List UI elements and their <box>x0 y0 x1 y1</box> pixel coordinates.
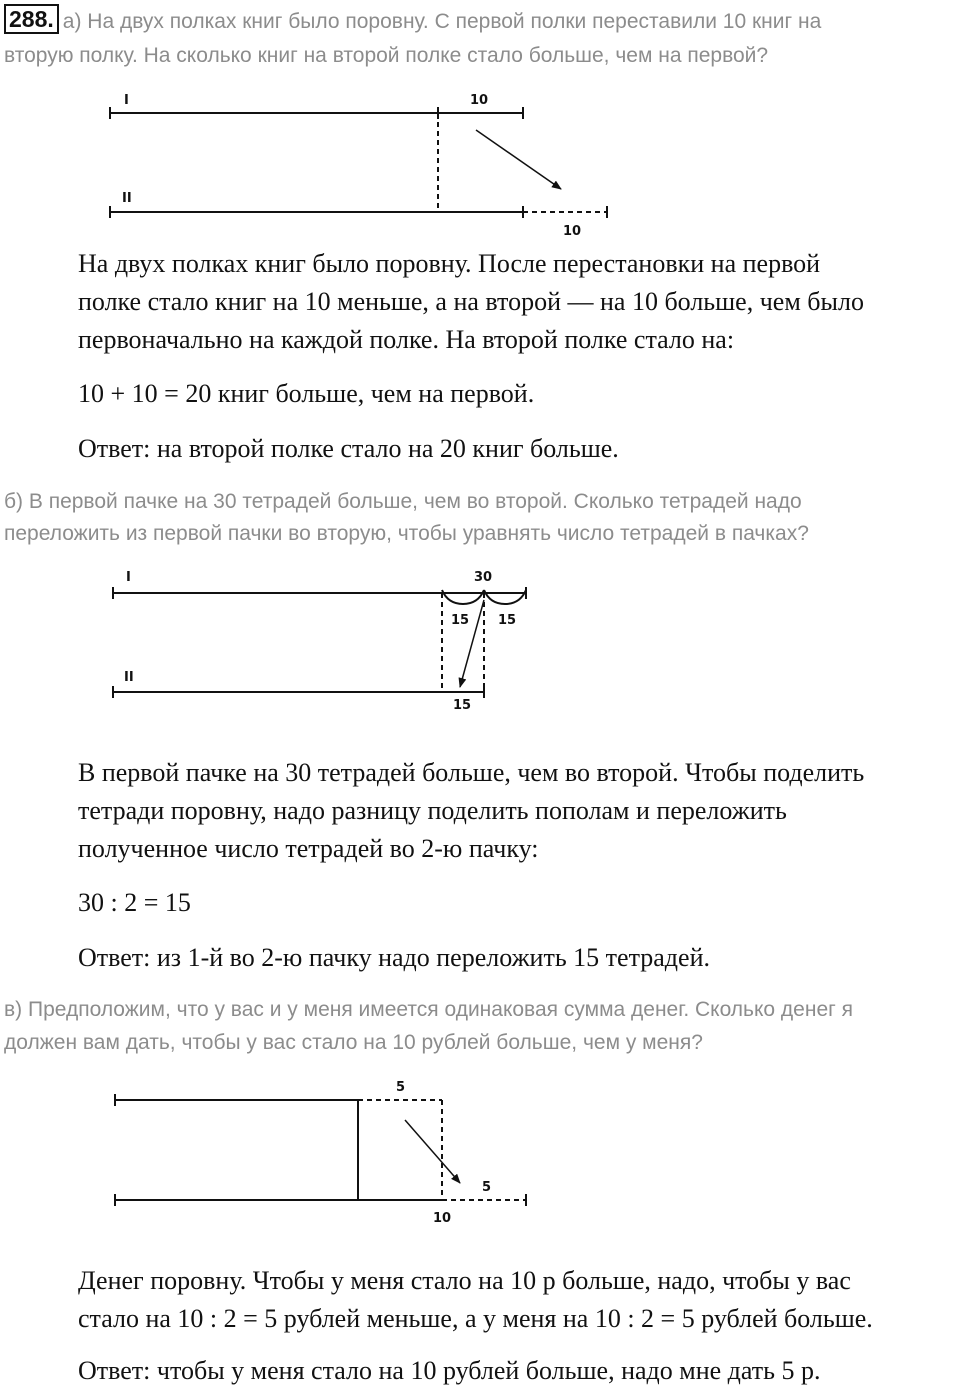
answer-b: Ответ: из 1-й во 2-ю пачку надо переложить 15 тетрадей. <box>78 943 710 972</box>
solution-a-line-1: На двух полках книг было поровну. После перестановки на первой <box>78 249 821 278</box>
solution-b-line-3: полученное число тетрадей во 2-ю пачку: <box>78 834 539 863</box>
task-c-line-1: в) Предположим, что у вас и у меня имеется одинаковая сумма денег. Сколько денег я <box>4 998 854 1021</box>
solution-b-equation: 30 : 2 = 15 <box>78 888 191 917</box>
diagram-a-arrow <box>476 130 561 189</box>
diagram-b-label-half-right: 15 <box>498 613 517 628</box>
problem-number: 288. <box>4 4 59 34</box>
task-a-line-1-text: а) На двух полках книг было поровну. С первой полки переставили 10 книг на <box>62 10 822 33</box>
diagram-c <box>0 1070 960 1230</box>
task-b-line-1: б) В первой пачке на 30 тетрадей больше, чем во второй. Сколько тетрадей надо <box>4 490 802 513</box>
solution-b-line-1: В первой пачке на 30 тетрадей больше, чем во второй. Чтобы поделить <box>78 758 865 787</box>
diagram-b-label-half-left: 15 <box>451 613 470 628</box>
solution-a-equation: 10 + 10 = 20 книг больше, чем на первой. <box>78 379 535 408</box>
diagram-b-label-row1: I <box>126 570 131 585</box>
solution-c-line-2: стало на 10 : 2 = 5 рублей меньше, а у меня на 10 : 2 = 5 рублей больше. <box>78 1304 873 1333</box>
answer-c: Ответ: чтобы у меня стало на 10 рублей больше, надо мне дать 5 р. <box>78 1356 821 1385</box>
solution-c-line-1: Денег поровну. Чтобы у меня стало на 10 р больше, надо, чтобы у вас <box>78 1266 851 1295</box>
solution-a-line-2: полке стало книг на 10 меньше, а на второй — на 10 больше, чем было <box>78 287 864 316</box>
diagram-c-label-right: 5 <box>482 1180 492 1195</box>
diagram-b-label-bottom: 15 <box>453 698 472 713</box>
solution-a-line-3: первоначально на каждой полке. На второй полке стало на: <box>78 325 735 354</box>
diagram-b-label-row2: II <box>124 670 134 685</box>
diagram-a-label-row1: I <box>124 93 129 108</box>
diagram-a <box>0 80 960 240</box>
diagram-b-label-top: 30 <box>474 570 493 585</box>
task-b-line-2: переложить из первой пачки во вторую, чтобы уравнять число тетрадей в пачках? <box>4 522 809 545</box>
diagram-c-arrow <box>405 1120 460 1183</box>
diagram-a-label-bottom: 10 <box>563 224 582 239</box>
answer-a: Ответ: на второй полке стало на 20 книг больше. <box>78 434 619 463</box>
diagram-a-label-row2: II <box>122 191 132 206</box>
diagram-a-label-top: 10 <box>470 93 489 108</box>
task-a-line-2: вторую полку. На сколько книг на второй полке стало больше, чем на первой? <box>4 44 769 67</box>
solution-b-line-2: тетради поровну, надо разницу поделить пополам и переложить <box>78 796 787 825</box>
diagram-c-label-top: 5 <box>396 1080 406 1095</box>
task-a-line-1 <box>4 4 821 38</box>
diagram-c-label-bottom: 10 <box>433 1211 452 1226</box>
task-c-line-2: должен вам дать, чтобы у вас стало на 10 рублей больше, чем у меня? <box>4 1031 703 1054</box>
diagram-b <box>0 560 960 720</box>
